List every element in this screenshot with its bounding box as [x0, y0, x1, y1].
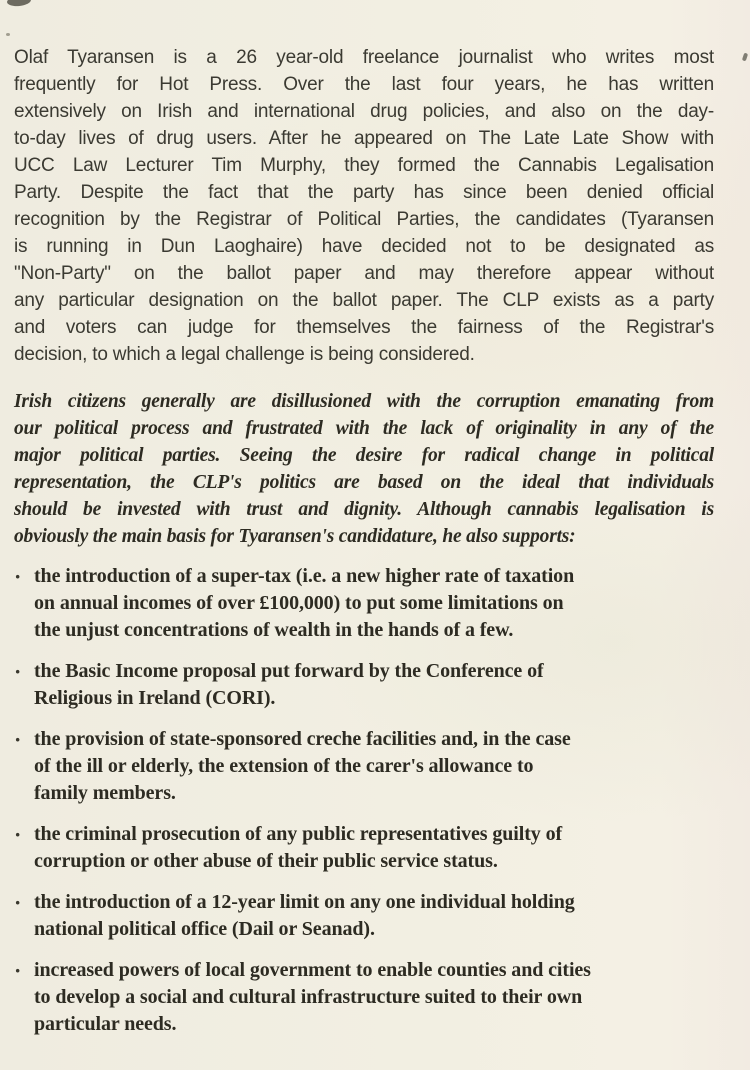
manifesto-paragraph	[14, 388, 714, 550]
intro-paragraph	[14, 44, 714, 368]
text-line: our political process and frustrated with the lack of originality in any of the	[14, 418, 714, 439]
text-line: UCC Law Lecturer Tim Murphy, they formed the Cannabis Legalisation	[14, 155, 714, 176]
text-line: of the ill or elderly, the extension of the carer's allowance to	[34, 755, 534, 777]
bullet-item	[14, 563, 714, 644]
text-line: corruption or other abuse of their public service status.	[34, 850, 498, 872]
bullet-marker: ·	[14, 958, 22, 983]
bullet-text	[34, 889, 714, 943]
text-line: "Non-Party" on the ballot paper and may therefore appear without	[14, 263, 714, 284]
text-line: particular needs.	[34, 1013, 177, 1035]
bullet-item	[14, 889, 714, 943]
bullet-marker: ·	[14, 890, 22, 915]
text-line: decision, to which a legal challenge is being considered.	[14, 344, 475, 365]
text-line: to develop a social and cultural infrastructure suited to their own	[34, 986, 583, 1008]
text-line: national political office (Dail or Seanad).	[34, 918, 375, 940]
text-line: the Basic Income proposal put forward by the Conference of	[34, 660, 544, 682]
text-line: and voters can judge for themselves the fairness of the Registrar's	[14, 317, 714, 338]
policy-bullet-list	[14, 563, 714, 1038]
bullet-item	[14, 658, 714, 712]
text-line: Olaf Tyaransen is a 26 year-old freelance journalist who writes most	[14, 47, 714, 68]
bullet-text	[34, 658, 714, 712]
bullet-marker: ·	[14, 727, 22, 752]
text-line: on annual incomes of over £100,000) to put some limitations on	[34, 592, 564, 614]
text-line: Party. Despite the fact that the party has since been denied official	[14, 182, 714, 203]
scan-smudge-artifact	[7, 0, 32, 7]
text-line: family members.	[34, 782, 176, 804]
text-line: the unjust concentrations of wealth in the hands of a few.	[34, 619, 514, 641]
text-line: to-day lives of drug users. After he appeared on The Late Late Show with	[14, 128, 714, 149]
text-line: should be invested with trust and dignity. Although cannabis legalisation is	[14, 499, 714, 520]
bullet-marker: ·	[14, 564, 22, 589]
bullet-marker: ·	[14, 822, 22, 847]
bullet-text	[34, 726, 714, 807]
scan-speck-artifact	[6, 33, 10, 36]
text-line: frequently for Hot Press. Over the last four years, he has written	[14, 74, 714, 95]
text-line: recognition by the Registrar of Political Parties, the candidates (Tyaransen	[14, 209, 714, 230]
bullet-item	[14, 726, 714, 807]
scan-speck-artifact	[742, 53, 748, 62]
text-line: major political parties. Seeing the desire for radical change in political	[14, 445, 714, 466]
text-line: the criminal prosecution of any public representatives guilty of	[34, 823, 563, 845]
text-line: Irish citizens generally are disillusioned with the corruption emanating from	[14, 391, 714, 412]
text-line: increased powers of local government to enable counties and cities	[34, 959, 591, 981]
text-line: Religious in Ireland (CORI).	[34, 687, 276, 709]
text-line: representation, the CLP's politics are based on the ideal that individuals	[14, 472, 714, 493]
text-line: obviously the main basis for Tyaransen's candidature, he also supports:	[14, 526, 576, 547]
text-line: any particular designation on the ballot paper. The CLP exists as a party	[14, 290, 714, 311]
text-line: is running in Dun Laoghaire) have decided not to be designated as	[14, 236, 714, 257]
bullet-text	[34, 957, 714, 1038]
bullet-text	[34, 821, 714, 875]
text-line: the introduction of a super-tax (i.e. a new higher rate of taxation	[34, 565, 575, 587]
bullet-item	[14, 957, 714, 1038]
bullet-item	[14, 821, 714, 875]
text-line: extensively on Irish and international drug policies, and also on the day-	[14, 101, 714, 122]
bullet-marker: ·	[14, 659, 22, 684]
text-line: the introduction of a 12-year limit on any one individual holding	[34, 891, 575, 913]
bullet-text	[34, 563, 714, 644]
text-line: the provision of state-sponsored creche facilities and, in the case	[34, 728, 571, 750]
